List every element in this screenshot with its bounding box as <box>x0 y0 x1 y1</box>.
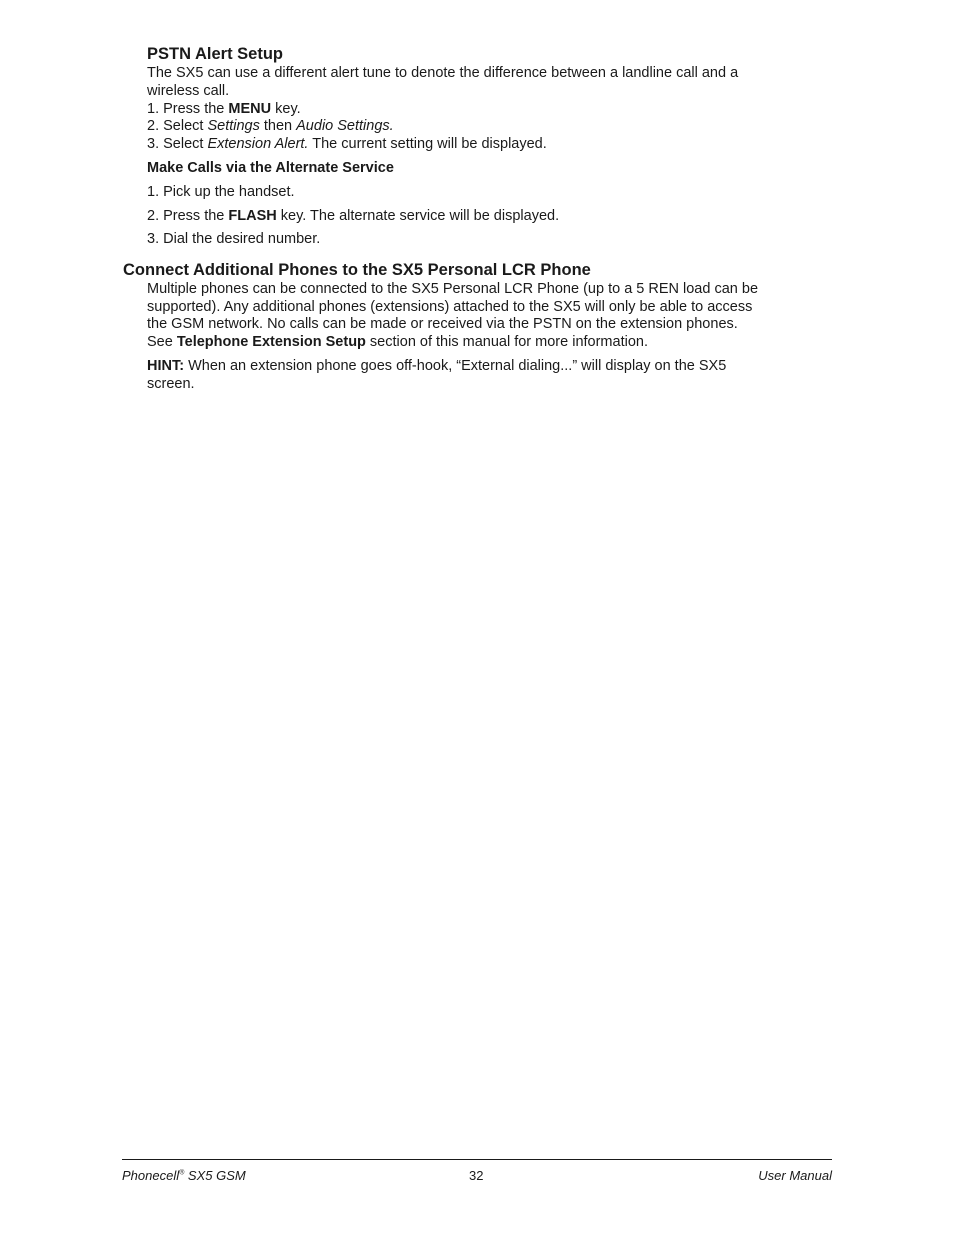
registered-mark: ® <box>179 1169 185 1177</box>
pstn-heading: PSTN Alert Setup <box>147 45 283 63</box>
alternate-step-1: 1. Pick up the handset. <box>147 184 295 200</box>
connect-line2: supported). Any additional phones (extensions) attached to the SX5 will only be able to access <box>147 299 753 315</box>
line-text: See <box>147 334 177 350</box>
hint-line2: screen. <box>147 376 195 392</box>
pstn-intro-line2: wireless call. <box>147 83 230 99</box>
settings-term: Settings <box>207 118 260 134</box>
hint-label: HINT: <box>147 358 185 374</box>
line-text: section of this manual for more information. <box>365 334 648 350</box>
step-text: 3. Select <box>147 136 208 152</box>
step-text: key. The alternate service will be displayed. <box>276 208 560 224</box>
menu-key: MENU <box>228 101 272 117</box>
step-text: The current setting will be displayed. <box>308 136 547 152</box>
footer-right: User Manual <box>758 1168 832 1183</box>
step-text: 2. Select <box>147 118 208 134</box>
pstn-intro-line1: The SX5 can use a different alert tune to denote the difference between a landline call and a <box>147 65 739 81</box>
footer-rule <box>122 1159 832 1160</box>
footer-model: SX5 GSM <box>184 1168 246 1183</box>
connect-line1: Multiple phones can be connected to the SX5 Personal LCR Phone (up to a 5 REN load can be <box>147 281 759 297</box>
step-text: then <box>259 118 297 134</box>
audio-settings-term: Audio Settings. <box>296 118 394 134</box>
extension-alert-term: Extension Alert. <box>207 136 309 152</box>
hint-text: When an extension phone goes off-hook, “External dialing...” will display on the SX5 <box>184 358 727 374</box>
flash-key: FLASH <box>228 208 277 224</box>
pstn-step-3 <box>147 136 547 154</box>
alternate-step-3: 3. Dial the desired number. <box>147 231 321 247</box>
step-text: 2. Press the <box>147 208 229 224</box>
telephone-extension-setup-ref: Telephone Extension Setup <box>176 334 366 350</box>
step-text: 1. Press the <box>147 101 229 117</box>
page-number: 32 <box>469 1168 484 1183</box>
connect-line4 <box>147 334 648 352</box>
step-text: key. <box>271 101 301 117</box>
alternate-heading: Make Calls via the Alternate Service <box>147 160 394 176</box>
alternate-step-2 <box>147 208 559 226</box>
pstn-step-2 <box>147 118 394 136</box>
pstn-step-1 <box>147 101 301 119</box>
hint-line1 <box>147 358 726 376</box>
footer-brand: Phonecell <box>122 1168 180 1183</box>
footer-left <box>122 1168 246 1183</box>
connect-line3: the GSM network. No calls can be made or received via the PSTN on the extension phones. <box>147 316 738 332</box>
connect-heading: Connect Additional Phones to the SX5 Personal LCR Phone <box>123 261 591 279</box>
